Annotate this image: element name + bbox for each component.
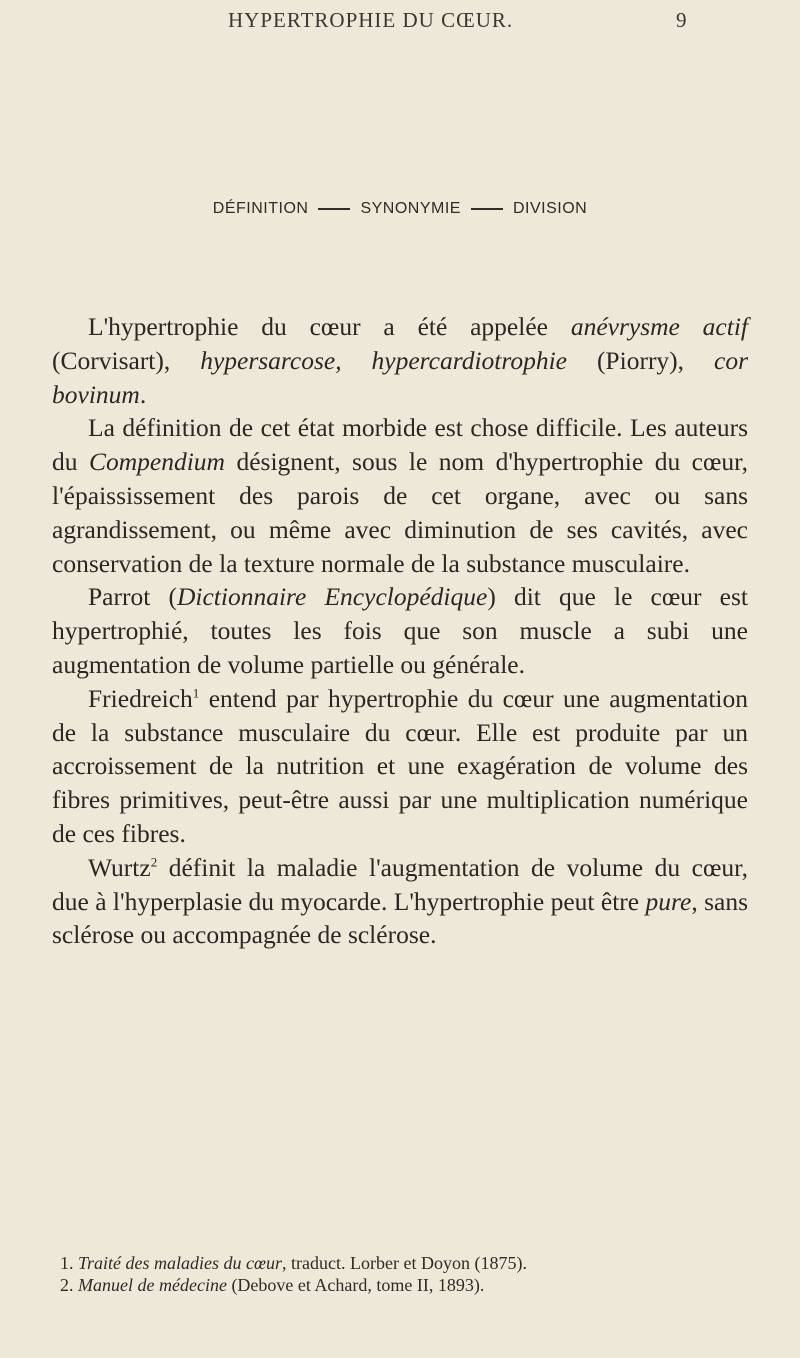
footnote-ref-2: 2 <box>150 854 158 870</box>
section-heading-synonymie: SYNONYMIE <box>360 200 461 217</box>
paragraph-parrot: Parrot (Dictionnaire Encyclopédique) dit que le cœur est hypertrophié, toutes les fois que son muscle a subi une augmentation de volume partielle ou générale. <box>52 582 748 679</box>
section-heading-division: DIVISION <box>512 200 588 217</box>
footnote-1: 1. Traité des maladies du cœur, traduct. Lorber et Doyon (1875). <box>60 1253 527 1273</box>
section-heading-definition: DÉFINITION <box>212 200 309 217</box>
paragraph-wurtz: Wurtz$^2$ définit la maladie l'augmentation de volume du cœur, due à l'hyperplasie du myocarde. L'hypertrophie peut être pure, sans sclérose ou accompagnée de sclérose. <box>52 852 748 950</box>
footnote-ref-1: 1 <box>192 685 200 701</box>
body-text <box>52 310 748 952</box>
footnotes <box>60 1252 750 1296</box>
section-heading <box>0 200 800 218</box>
em-dash-divider <box>318 208 350 210</box>
em-dash-divider <box>471 208 503 210</box>
paragraph-synonyms: L'hypertrophie du cœur a été appelée anévrysme actif (Corvisart), hypersarcose, hypercardiotrophie (Piorry), cor bovinum. <box>52 312 748 409</box>
page-number: 9 <box>676 8 687 32</box>
running-title: HYPERTROPHIE DU CŒUR. <box>228 8 514 32</box>
paragraph-friedreich: Friedreich$^1$ entend par hypertrophie du cœur une augmentation de la substance musculaire du cœur. Elle est produite par un accroissement de la nutrition et une exagération de volume des fibres primitives, peut-être aussi par une multiplication numérique de ces fibres. <box>52 683 748 848</box>
footnote-2: 2. Manuel de médecine (Debove et Achard, tome II, 1893). <box>60 1275 485 1295</box>
paragraph-compendium: La définition de cet état morbide est chose difficile. Les auteurs du Compendium désignent, sous le nom d'hypertrophie du cœur, l'épaississement des parois de cet organe, avec ou sans agrandissement, ou même avec diminution de ses cavités, avec conservation de la texture normale de la substance musculaire. <box>52 413 748 578</box>
